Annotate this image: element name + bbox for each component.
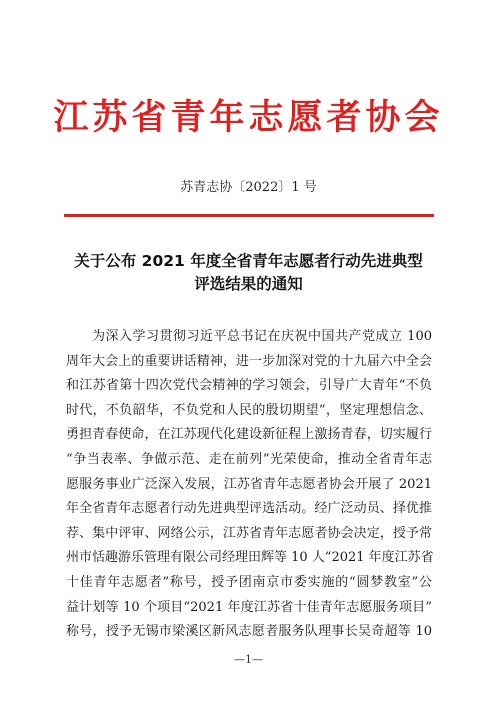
body-line: 荐、集中评审、网络公示，江苏省青年志愿者协会决定，授予常 bbox=[66, 525, 432, 541]
organization-header: 江苏省青年志愿者协会 bbox=[53, 98, 444, 138]
body-line: “争当表率、争做示范、走在前列”光荣使命，推动全省青年志 bbox=[66, 451, 432, 467]
body-line: 称号，授予无锡市梁溪区新风志愿者服务队理事长吴奇超等 10 bbox=[66, 624, 432, 640]
body-line: 和江苏省第十四次党代会精神的学习领会，引导广大青年“不负 bbox=[66, 378, 432, 394]
body-line: 益计划等 10 个项目“2021 年度江苏省十佳青年志愿服务项目” bbox=[66, 599, 432, 615]
body-paragraph bbox=[66, 325, 432, 645]
body-line: 周年大会上的重要讲话精神，进一步加深对党的十九届六中全会 bbox=[66, 353, 432, 369]
body-line: 州市恬趣游乐管理有限公司经理田辉等 10 人“2021 年度江苏省 bbox=[66, 550, 434, 566]
body-line: 愿服务事业广泛深入发展，江苏省青年志愿者协会开展了 2021 bbox=[66, 476, 432, 492]
body-line: 勇担青春使命，在江苏现代化建设新征程上激扬青春，切实履行 bbox=[66, 427, 432, 443]
page-number: —1— bbox=[234, 653, 263, 666]
document-number: 苏青志协〔2022〕1 号 bbox=[180, 180, 317, 195]
body-line: 为深入学习贯彻习近平总书记在庆祝中国共产党成立 100 bbox=[92, 329, 432, 344]
document-title bbox=[40, 250, 457, 296]
body-line: 年全省青年志愿者行动先进典型评选活动。经广泛动员、择优推 bbox=[66, 501, 432, 517]
body-line: 十佳青年志愿者”称号，授予团南京市委实施的“圆梦教室”公 bbox=[66, 574, 432, 590]
red-divider-line bbox=[64, 214, 434, 217]
body-line: 时代，不负韶华，不负党和人民的殷切期望”，坚定理想信念、 bbox=[66, 402, 432, 418]
title-line-1: 关于公布 2021 年度全省青年志愿者行动先进典型 bbox=[74, 252, 423, 270]
title-line-2: 评选结果的通知 bbox=[194, 275, 303, 293]
